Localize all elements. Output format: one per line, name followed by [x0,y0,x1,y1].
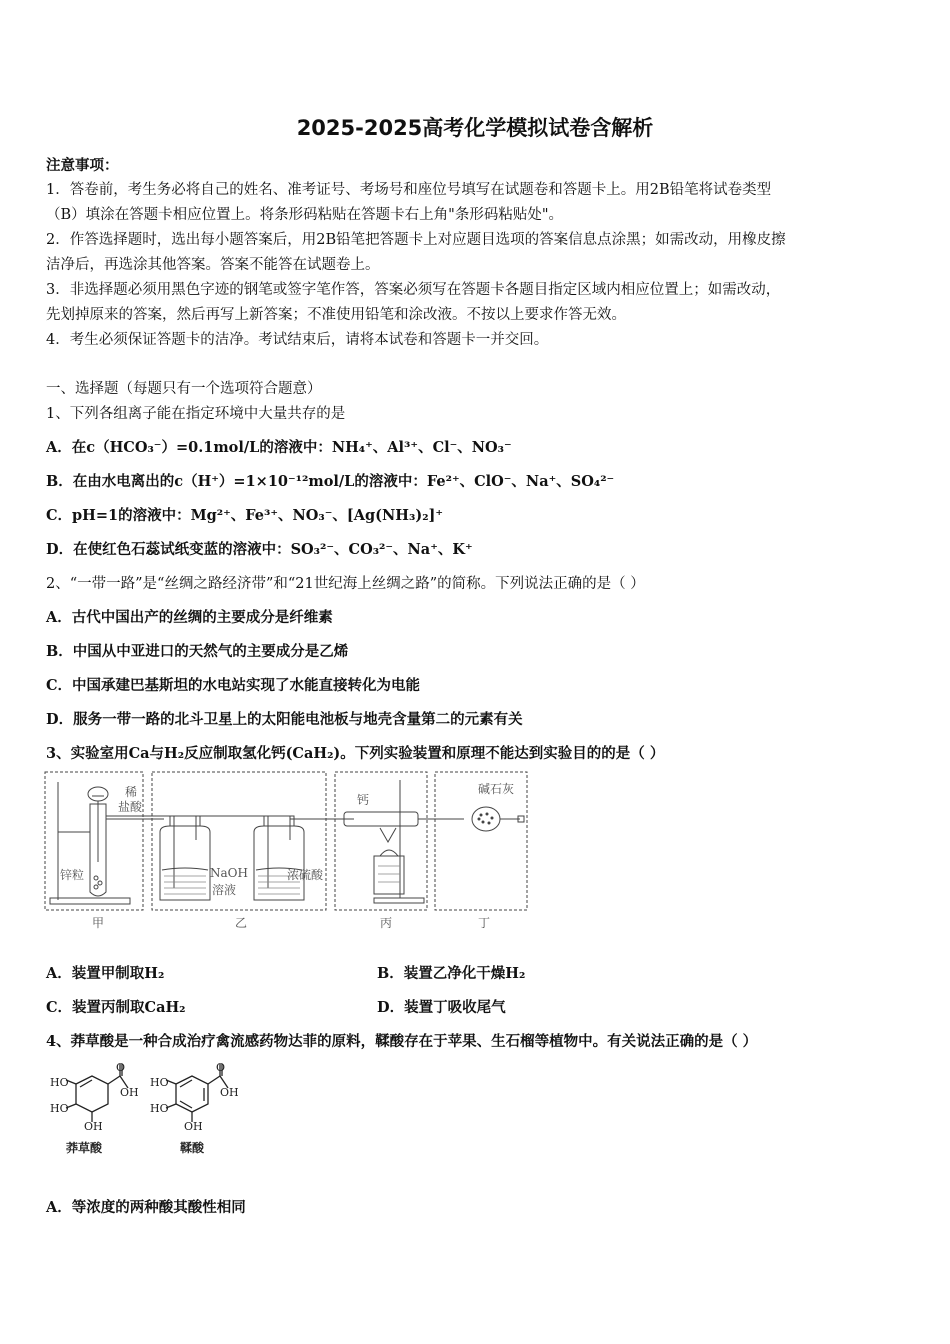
label-bing: 丙 [380,916,393,930]
label-yi: 乙 [235,916,248,930]
shikimic-oh-bottom: OH [84,1120,103,1133]
q4-stem: 4、莽草酸是一种合成治疗禽流感药物达菲的原料，鞣酸存在于苹果、生石榴等植物中。有关说法正确的是（ ） [46,1033,758,1050]
label-h2so4: 浓硫酸 [287,868,324,882]
label-naoh: NaOH [210,866,248,880]
notice-line-7: 4．考生必须保证答题卡的洁净。考试结束后，请将本试卷和答题卡一并交回。 [46,332,549,348]
shikimic-ring [76,1076,108,1112]
label-soda-lime: 碱石灰 [478,782,515,796]
q2-option-b: B．中国从中亚进口的天然气的主要成分是乙烯 [46,643,349,660]
q2-stem: 2、“一带一路”是“丝绸之路经济带”和“21世纪海上丝绸之路”的简称。下列说法正确的是（ ） [46,576,645,592]
q1-stem: 1、下列各组离子能在指定环境中大量共存的是 [46,406,346,422]
frame-yi [152,772,326,910]
notice-line-6: 先划掉原来的答案，然后再写上新答案；不准使用铅笔和涂改液。不按以上要求作答无效。 [46,307,626,323]
q1-option-b: B．在由水电离出的c（H⁺）=1×10⁻¹²mol/L的溶液中：Fe²⁺、ClO⁻、Na⁺、SO₄²⁻ [46,473,615,490]
q2-option-c: C．中国承建巴基斯坦的水电站实现了水能直接转化为电能 [46,677,421,694]
q3-option-b: B．装置乙净化干燥H₂ [377,965,526,982]
q3-stem: 3、实验室用Ca与H₂反应制取氢化钙(CaH₂)。下列实验装置和原理不能达到实验目的的是（ ） [46,745,665,762]
q2-option-a: A．古代中国出产的丝绸的主要成分是纤维素 [46,609,333,626]
shikimic-ho-2: HO [50,1102,69,1115]
shikimic-label: 莽草酸 [66,1141,103,1155]
notice-line-5: 3．非选择题必须用黑色字迹的钢笔或签字笔作答，答案必须写在答题卡各题目指定区域内相应位置上；如需改动， [46,282,781,298]
tannic-oh-bottom: OH [184,1120,203,1133]
notice-line-2: （B）填涂在答题卡相应位置上。将条形码粘贴在答题卡右上角"条形码粘贴处"。 [46,207,563,223]
q3-option-d: D．装置丁吸收尾气 [377,999,506,1016]
section-heading: 一、选择题（每题只有一个选项符合题意） [46,381,322,397]
tannic-ho-2: HO [150,1102,169,1115]
page-title: 2025-2025高考化学模拟试卷含解析 [296,116,654,140]
shikimic-o: O [116,1061,126,1074]
q2-option-d: D．服务一带一路的北斗卫星上的太阳能电池板与地壳含量第二的元素有关 [46,711,523,728]
notice-line-1: 1．答卷前，考生务必将自己的姓名、准考证号、考场号和座位号填写在试题卷和答题卡上。用2B铅笔将试卷类型 [46,182,772,198]
notice-line-3: 2．作答选择题时，选出每小题答案后，用2B铅笔把答题卡上对应题目选项的答案信息点涂黑；如需改动，用橡皮擦 [46,232,786,248]
tannic-ring [176,1076,208,1112]
tannic-o: O [216,1061,226,1074]
q1-option-c: C．pH=1的溶液中：Mg²⁺、Fe³⁺、NO₃⁻、[Ag(NH₃)₂]⁺ [46,507,444,524]
label-jia: 甲 [92,916,105,930]
q3-option-c: C．装置丙制取CaH₂ [46,999,186,1016]
label-zinc: 锌粒 [60,868,85,882]
shikimic-ho-1: HO [50,1076,69,1089]
label-hcl: 盐酸 [118,800,143,814]
q3-option-a: A．装置甲制取H₂ [46,965,165,982]
tannic-label: 鞣酸 [180,1141,205,1155]
label-solution: 溶液 [212,883,237,897]
notice-heading: 注意事项： [46,157,119,174]
label-dilute: 稀 [125,785,138,799]
q1-option-a: A．在c（HCO₃⁻）=0.1mol/L的溶液中：NH₄⁺、Al³⁺、Cl⁻、NO₃⁻ [46,439,512,456]
tannic-ho-1: HO [150,1076,169,1089]
apparatus-figure [44,770,534,930]
q4-option-a: A．等浓度的两种酸其酸性相同 [46,1199,246,1216]
shikimic-oh: OH [120,1086,139,1099]
q1-option-d: D．在使红色石蕊试纸变蓝的溶液中：SO₃²⁻、CO₃²⁻、Na⁺、K⁺ [46,541,473,558]
label-calcium: 钙 [357,793,370,807]
notice-line-4: 洁净后，再选涂其他答案。答案不能答在试题卷上。 [46,257,380,273]
label-ding: 丁 [478,916,491,930]
tannic-oh: OH [220,1086,239,1099]
frame-bing [335,772,427,910]
